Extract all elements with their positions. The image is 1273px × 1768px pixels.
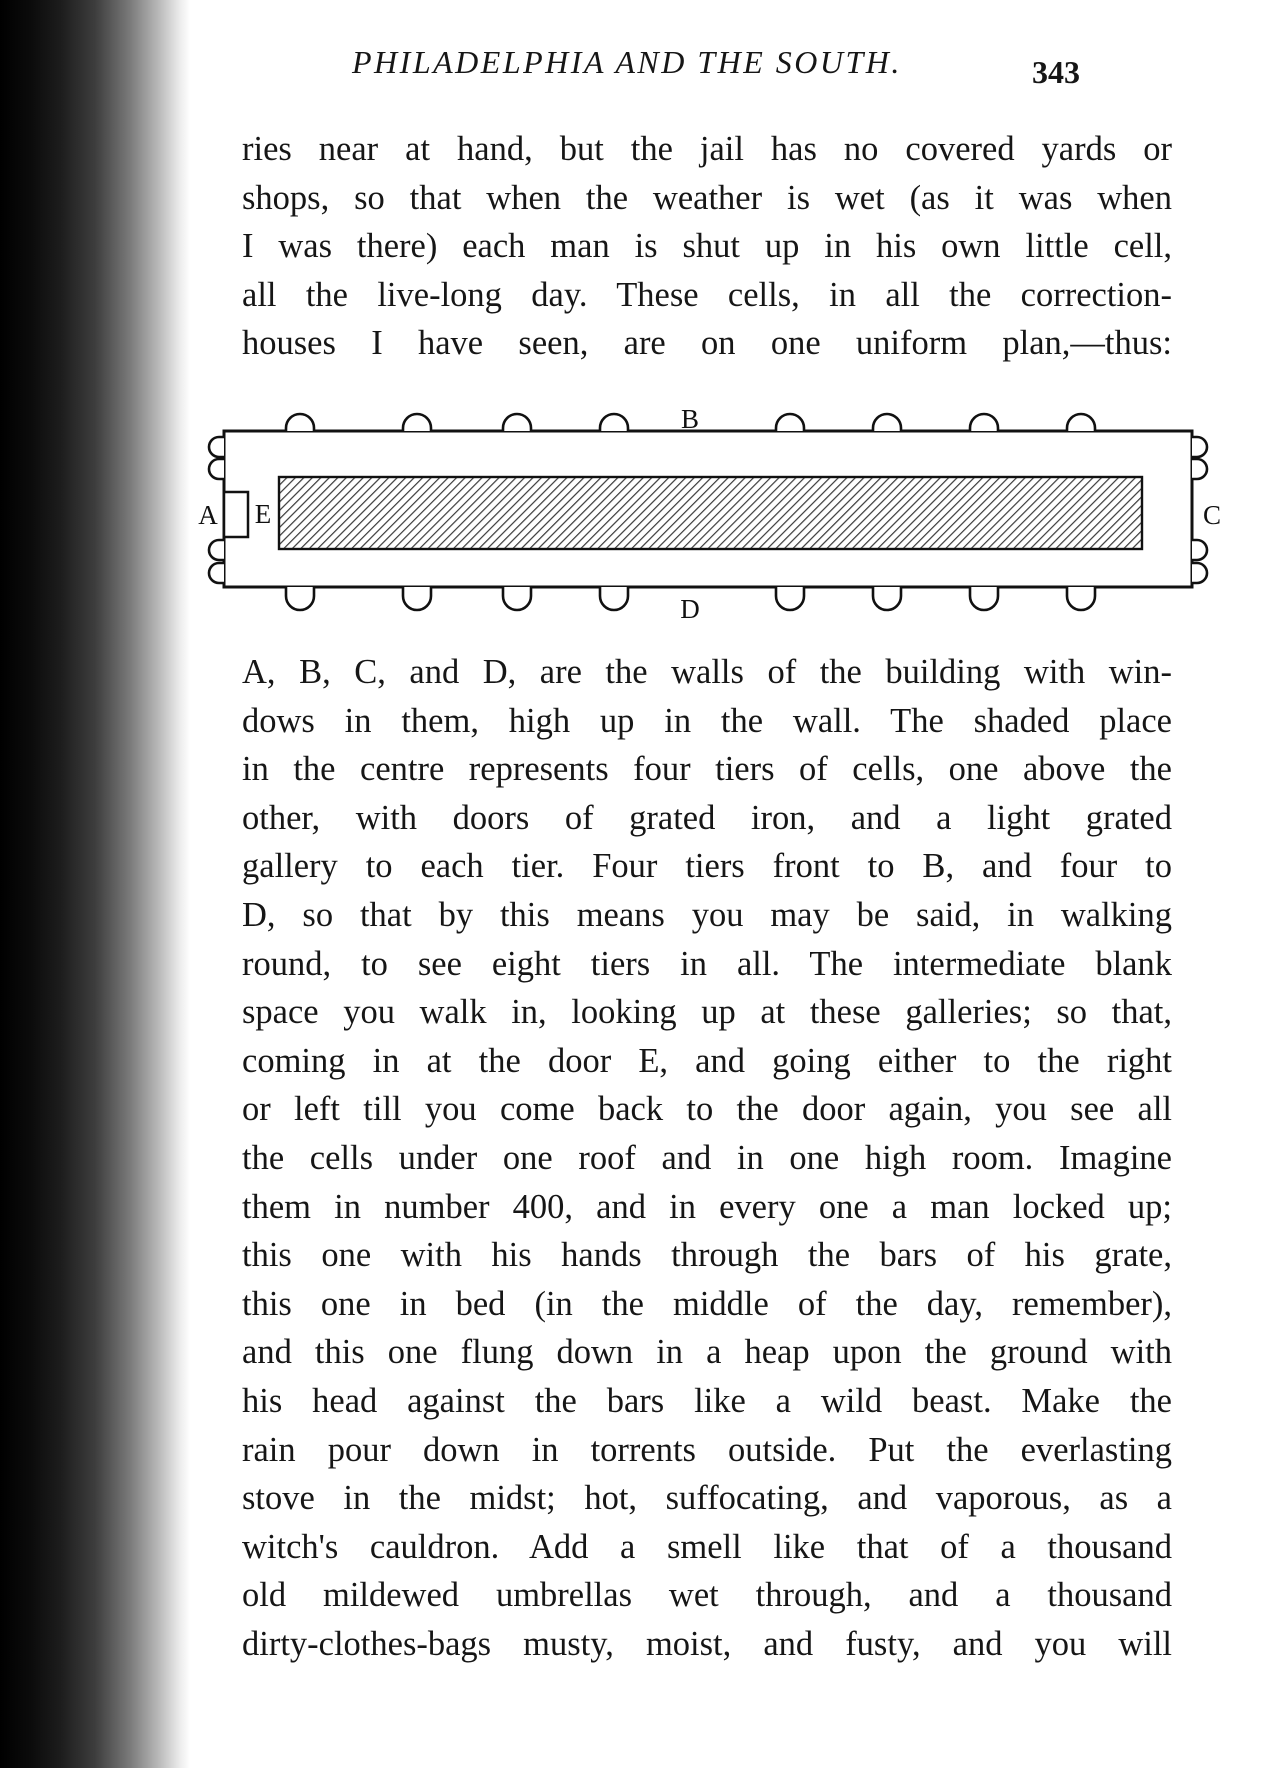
text-line: space you walk in, looking up at these galleries; so that, <box>242 993 1172 1032</box>
text-line: witch's cauldron. Add a smell like that of a thousand <box>242 1527 1172 1566</box>
paragraph-intro <box>242 125 1172 368</box>
window-left-wall <box>209 437 224 583</box>
text-line: ries near at hand, but the jail has no covered yards or <box>242 130 1172 168</box>
window-top-row <box>286 414 1095 431</box>
label-wall-c: C <box>1202 500 1222 530</box>
window-right-wall <box>1192 437 1207 583</box>
text-line: this one in bed (in the middle of the day, remember), <box>242 1284 1172 1323</box>
page-number: 343 <box>1032 54 1080 90</box>
text-line: stove in the midst; hot, suffocating, and vaporous, as a <box>242 1479 1172 1518</box>
text-line: D, so that by this means you may be said, in walking <box>242 895 1172 934</box>
shaded-cell-tiers <box>279 477 1142 549</box>
entrance-door <box>224 492 248 537</box>
text-line: this one with his hands through the bars of his grate, <box>242 1236 1172 1275</box>
running-head-title: PHILADELPHIA AND THE SOUTH. <box>352 44 902 80</box>
text-line: all the live-long day. These cells, in all the correction- <box>242 275 1172 314</box>
text-line: rain pour down in torrents outside. Put the everlasting <box>242 1430 1172 1469</box>
building-outer-wall <box>224 431 1192 587</box>
text-line: dirty-clothes-bags musty, moist, and fusty, and you will <box>242 1624 1172 1663</box>
label-wall-b: B <box>680 404 700 434</box>
label-wall-d: D <box>680 594 700 624</box>
text-line: I was there) each man is shut up in his own little cell, <box>242 227 1172 266</box>
label-door-e: E <box>254 499 272 529</box>
text-line: shops, so that when the weather is wet (as it was when <box>242 178 1172 217</box>
paragraph-description <box>242 648 1172 1668</box>
text-line: the cells under one roof and in one high room. Imagine <box>242 1138 1172 1177</box>
text-line: them in number 400, and in every one a man locked up; <box>242 1187 1172 1226</box>
text-line: or left till you come back to the door again, you see all <box>242 1090 1172 1129</box>
window-bottom-row <box>286 587 1095 610</box>
text-line: dows in them, high up in the wall. The shaded place <box>242 701 1172 740</box>
text-line: houses I have seen, are on one uniform plan,—thus: <box>242 324 1172 363</box>
label-wall-a: A <box>198 500 218 530</box>
text-line: in the centre represents four tiers of cells, one above the <box>242 750 1172 789</box>
text-line: other, with doors of grated iron, and a light grated <box>242 798 1172 837</box>
text-line: gallery to each tier. Four tiers front to B, and four to <box>242 847 1172 886</box>
text-line: A, B, C, and D, are the walls of the building with win- <box>242 653 1172 691</box>
text-line: round, to see eight tiers in all. The intermediate blank <box>242 944 1172 983</box>
text-line: his head against the bars like a wild beast. Make the <box>242 1381 1172 1420</box>
page-gutter-shadow <box>0 0 190 1768</box>
text-line: old mildewed umbrellas wet through, and a thousand <box>242 1576 1172 1615</box>
text-line: and this one flung down in a heap upon the ground with <box>242 1333 1172 1372</box>
text-line: coming in at the door E, and going either to the right <box>242 1041 1172 1080</box>
